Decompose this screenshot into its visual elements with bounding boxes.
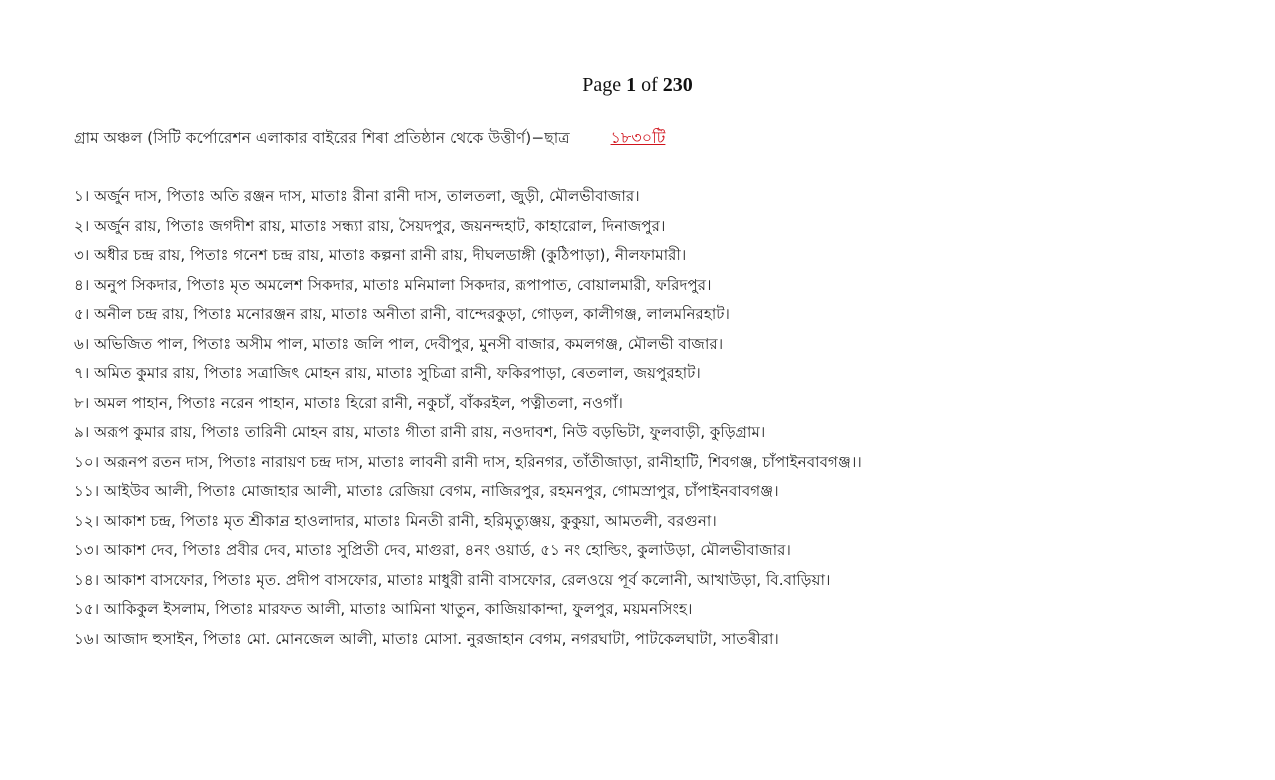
list-item: ৩। অধীর চন্দ্র রায়, পিতাঃ গনেশ চন্দ্র রায়, মাতাঃ কল্পনা রানী রায়, দীঘলডাঙ্গী (কুঠিপাড়া), নীলফামারী। xyxy=(74,246,687,264)
section-count: ১৮৩০টি xyxy=(610,128,666,147)
list-item: ৬। অভিজিত পাল, পিতাঃ অসীম পাল, মাতাঃ জলি পাল, দেবীপুর, মুনসী বাজার, কমলগঞ্জ, মৌলভী বাজার। xyxy=(74,334,724,353)
list-item: ৭। অমিত কুমার রায়, পিতাঃ সত্রাজিৎ মোহন রায়, মাতাঃ সুচিত্রা রানী, ফকিরপাড়া, ৰেতলাল, জয়পুরহাট। xyxy=(74,364,701,382)
list-item: ১৬। আজাদ হুসাইন, পিতাঃ মো. মোনজেল আলী, মাতাঃ মোসা. নুরজাহান বেগম, নগরঘাটা, পাটকেলঘাটা, সাতৰীরা। xyxy=(74,629,779,648)
page-prefix: Page xyxy=(582,74,622,96)
entry-list xyxy=(74,182,1264,654)
list-item: ২। অর্জুন রায়, পিতাঃ জগদীশ রায়, মাতাঃ সন্ধ্যা রায়, সৈয়দপুর, জয়নন্দহাট, কাহারোল, দিনাজপুর। xyxy=(74,216,666,235)
list-item: ৪। অনুপ সিকদার, পিতাঃ মৃত অমলেশ সিকদার, মাতাঃ মনিমালা সিকদার, রূপাপাত, বোয়ালমারী, ফরিদপুর। xyxy=(74,275,712,294)
list-item: ৮। অমল পাহান, পিতাঃ নরেন পাহান, মাতাঃ হিরো রানী, নকুচাঁ, বাঁকরইল, পত্নীতলা, নওগাঁ। xyxy=(74,393,623,412)
list-item: ১৫। আকিকুল ইসলাম, পিতাঃ মারফত আলী, মাতাঃ আমিনা খাতুন, কাজিয়াকান্দা, ফুলপুর, ময়মনসিংহ। xyxy=(74,600,693,618)
list-item: ১৪। আকাশ বাসফোর, পিতাঃ মৃত. প্রদীপ বাসফোর, মাতাঃ মাধুরী রানী বাসফোর, রেলওয়ে পূর্ব কলোনী, আখাউড়া, বি.বাড়িয়া। xyxy=(74,570,831,589)
section-heading xyxy=(74,125,665,152)
list-item: ১০। অরূনপ রতন দাস, পিতাঃ নারায়ণ চন্দ্র দাস, মাতাঃ লাবনী রানী দাস, হরিনগর, তাঁতীজাড়া, রানীহাটি, শিবগঞ্জ, চাঁপাইনবাবগঞ্জ।। xyxy=(74,452,862,471)
list-item: ১২। আকাশ চন্দ্র, পিতাঃ মৃত শ্রীকান্ৰ হাওলাদার, মাতাঃ মিনতী রানী, হরিমৃত্যুঞ্জয়, কুকুয়া, আমতলী, বরগুনা। xyxy=(74,511,717,530)
list-item: ১৩। আকাশ দেব, পিতাঃ প্রবীর দেব, মাতাঃ সুপ্রিতী দেব, মাগুরা, ৪নং ওয়ার্ড, ৫১ নং হোল্ডিং, কুলাউড়া, মৌলভীবাজার। xyxy=(74,541,791,559)
section-heading-text: গ্রাম অঞ্চল (সিটি কর্পোরেশন এলাকার বাইরের শিৰা প্রতিষ্ঠান থেকে উত্তীর্ণ)−ছাত্র xyxy=(74,129,570,147)
list-item: ৯। অরূপ কুমার রায়, পিতাঃ তারিনী মোহন রায়, মাতাঃ গীতা রানী রায়, নওদাবশ, নিউ বড়ভিটা, ফুলবাড়ী, কুড়িগ্রাম। xyxy=(74,423,766,441)
page-total: 230 xyxy=(662,74,693,96)
list-item: ১। অর্জুন দাস, পিতাঃ অতি রঞ্জন দাস, মাতাঃ রীনা রানী দাস, তালতলা, জুড়ী, মৌলভীবাজার। xyxy=(74,187,640,205)
page-current: 1 xyxy=(626,74,637,96)
list-item: ১১। আইউব আলী, পিতাঃ মোজাহার আলী, মাতাঃ রেজিয়া বেগম, নাজিরপুর, রহমনপুর, গোমস্ৰাপুর, চাঁপাইনবাবগঞ্জ। xyxy=(74,482,779,500)
list-item: ৫। অনীল চন্দ্র রায়, পিতাঃ মনোরঞ্জন রায়, মাতাঃ অনীতা রানী, বান্দেরকুড়া, গোড়ল, কালীগঞ্জ, লালমনিরহাট। xyxy=(74,305,730,323)
page-indicator xyxy=(0,74,1275,97)
page-of: of xyxy=(641,74,658,96)
